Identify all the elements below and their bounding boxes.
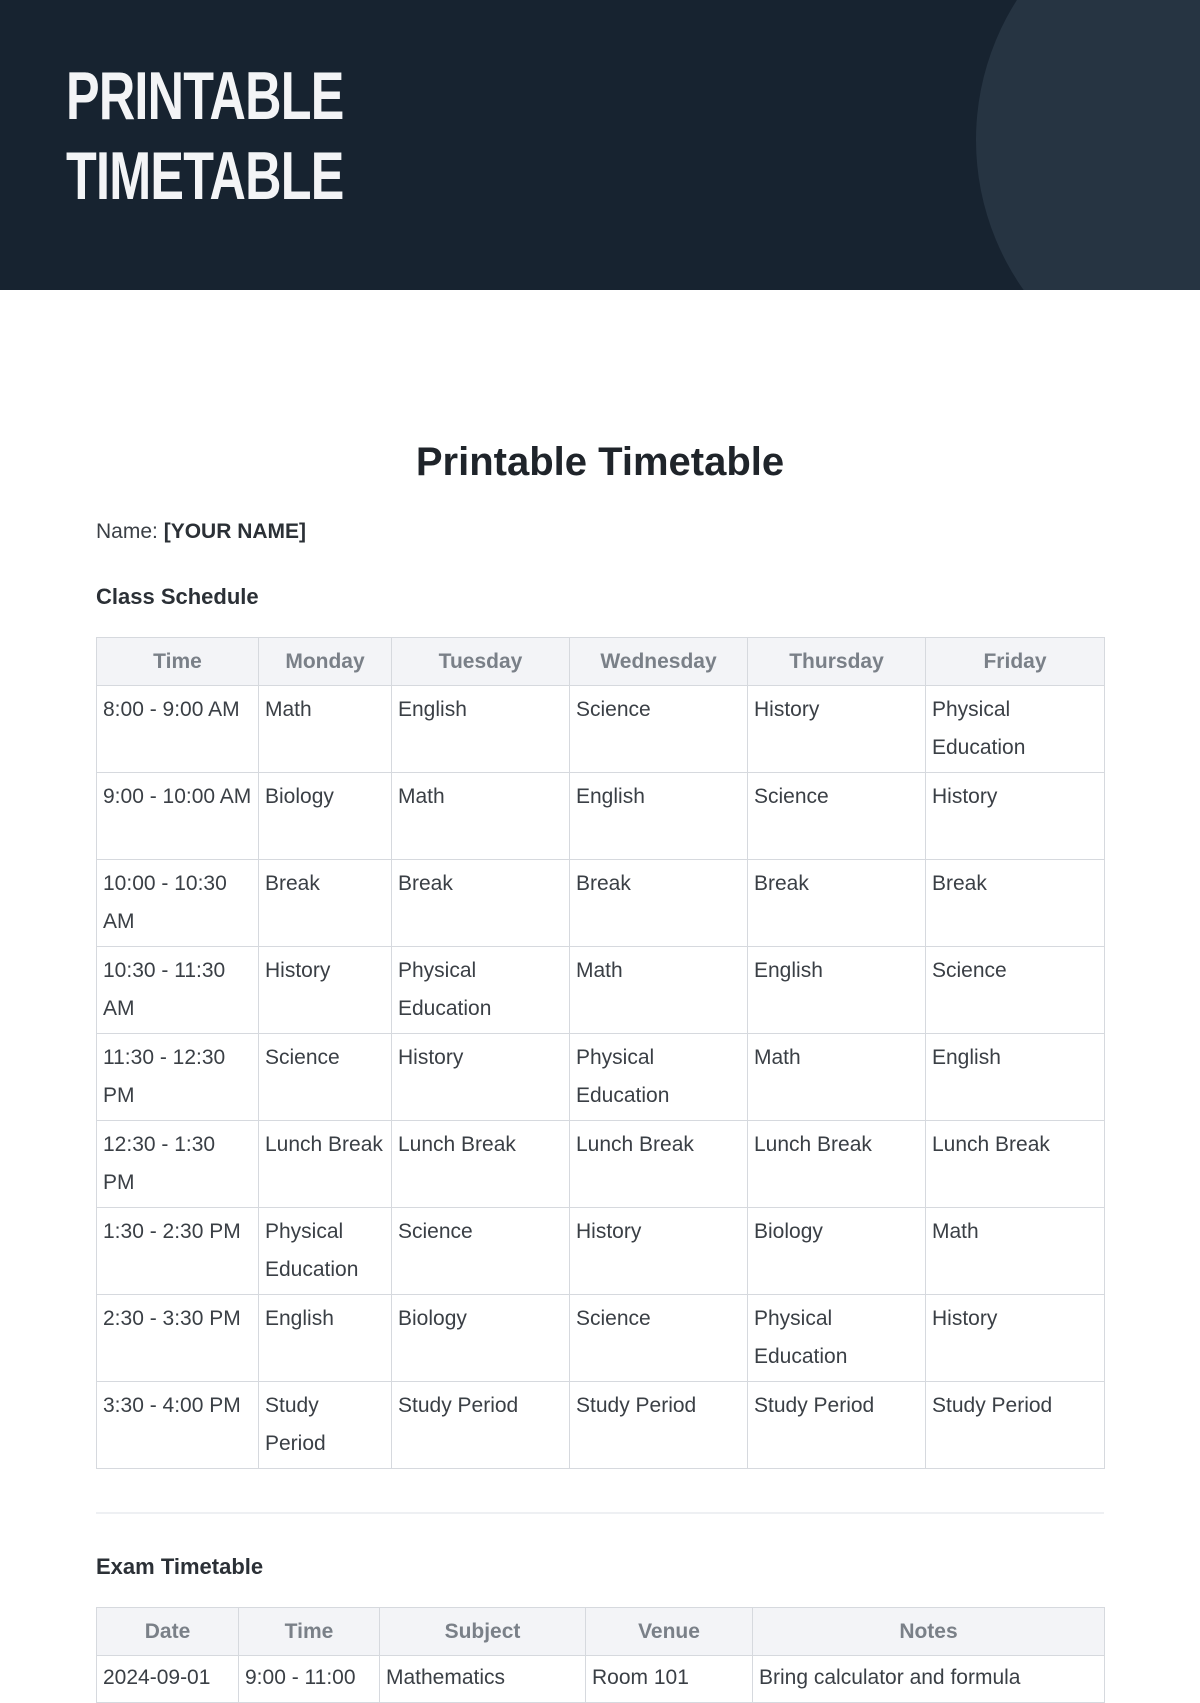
- table-row: [97, 1121, 1105, 1208]
- table-cell: English: [259, 1295, 392, 1382]
- table-cell: Physical Education: [259, 1208, 392, 1295]
- banner-title-line-2: TIMETABLE: [66, 138, 344, 214]
- table-cell: Break: [259, 860, 392, 947]
- table-cell: Mathematics: [380, 1656, 586, 1703]
- table-cell: English: [392, 686, 570, 773]
- table-cell: Biology: [748, 1208, 926, 1295]
- table-row: [97, 1382, 1105, 1469]
- table-cell: Room 101: [586, 1656, 753, 1703]
- column-header: Venue: [586, 1608, 753, 1656]
- exam-timetable-heading: Exam Timetable: [96, 1554, 264, 1579]
- column-header: Time: [239, 1608, 380, 1656]
- table-cell: Study Period: [392, 1382, 570, 1469]
- table-cell: History: [570, 1208, 748, 1295]
- column-header: Notes: [753, 1608, 1105, 1656]
- table-cell: Physical Education: [926, 686, 1105, 773]
- table-cell: 2:30 - 3:30 PM: [97, 1295, 259, 1382]
- table-cell: Study Period: [926, 1382, 1105, 1469]
- table-cell: 2024-09-01: [97, 1656, 239, 1703]
- table-cell: Science: [926, 947, 1105, 1034]
- table-cell: Break: [748, 860, 926, 947]
- table-cell: 12:30 - 1:30 PM: [97, 1121, 259, 1208]
- table-cell: Math: [392, 773, 570, 860]
- table-cell: Break: [392, 860, 570, 947]
- table-cell: Biology: [259, 773, 392, 860]
- column-header: Subject: [380, 1608, 586, 1656]
- banner-title: [66, 56, 344, 216]
- table-row: [97, 860, 1105, 947]
- table-cell: History: [926, 1295, 1105, 1382]
- column-header: Tuesday: [392, 638, 570, 686]
- column-header: Date: [97, 1608, 239, 1656]
- table-cell: Science: [392, 1208, 570, 1295]
- table-cell: Biology: [392, 1295, 570, 1382]
- table-row: [97, 1208, 1105, 1295]
- table-cell: Math: [926, 1208, 1105, 1295]
- table-cell: Physical Education: [392, 947, 570, 1034]
- banner-title-line-1: PRINTABLE: [66, 58, 344, 134]
- table-cell: 8:00 - 9:00 AM: [97, 686, 259, 773]
- table-cell: Lunch Break: [926, 1121, 1105, 1208]
- column-header: Friday: [926, 638, 1105, 686]
- table-cell: Science: [748, 773, 926, 860]
- class-schedule-header-row: [97, 638, 1105, 686]
- table-cell: 9:00 - 11:00: [239, 1656, 380, 1703]
- header-banner: [0, 0, 1200, 290]
- name-value: [YOUR NAME]: [163, 520, 307, 543]
- table-cell: Math: [570, 947, 748, 1034]
- class-schedule-heading: Class Schedule: [96, 584, 259, 609]
- table-row: [97, 1656, 1105, 1703]
- table-cell: Break: [926, 860, 1105, 947]
- section-divider: [96, 1512, 1104, 1514]
- table-cell: 9:00 - 10:00 AM: [97, 773, 259, 860]
- table-cell: Break: [570, 860, 748, 947]
- table-cell: Study Period: [748, 1382, 926, 1469]
- column-header: Thursday: [748, 638, 926, 686]
- column-header: Wednesday: [570, 638, 748, 686]
- column-header: Time: [97, 638, 259, 686]
- table-cell: Bring calculator and formula: [753, 1656, 1105, 1703]
- table-cell: 10:30 - 11:30 AM: [97, 947, 259, 1034]
- table-row: [97, 686, 1105, 773]
- table-cell: History: [926, 773, 1105, 860]
- table-cell: Lunch Break: [259, 1121, 392, 1208]
- table-row: [97, 947, 1105, 1034]
- table-cell: English: [926, 1034, 1105, 1121]
- table-cell: Physical Education: [748, 1295, 926, 1382]
- table-row: [97, 1295, 1105, 1382]
- table-row: [97, 773, 1105, 860]
- exam-timetable-header-row: [97, 1608, 1105, 1656]
- table-cell: English: [748, 947, 926, 1034]
- table-cell: Science: [570, 1295, 748, 1382]
- table-cell: Math: [748, 1034, 926, 1121]
- table-cell: History: [748, 686, 926, 773]
- table-cell: Study Period: [570, 1382, 748, 1469]
- table-cell: Science: [259, 1034, 392, 1121]
- column-header: Monday: [259, 638, 392, 686]
- document-title: Printable Timetable: [415, 440, 785, 484]
- table-cell: History: [259, 947, 392, 1034]
- banner-decorative-circle: [976, 0, 1200, 290]
- table-cell: Lunch Break: [392, 1121, 570, 1208]
- table-cell: Study Period: [259, 1382, 392, 1469]
- class-schedule-table: [96, 637, 1105, 1469]
- exam-timetable-table: [96, 1607, 1105, 1703]
- table-cell: Lunch Break: [748, 1121, 926, 1208]
- table-cell: Lunch Break: [570, 1121, 748, 1208]
- name-line: [96, 520, 306, 544]
- table-cell: Physical Education: [570, 1034, 748, 1121]
- table-cell: History: [392, 1034, 570, 1121]
- table-cell: 10:00 - 10:30 AM: [97, 860, 259, 947]
- name-label: Name:: [96, 520, 158, 543]
- table-cell: 1:30 - 2:30 PM: [97, 1208, 259, 1295]
- table-cell: 11:30 - 12:30 PM: [97, 1034, 259, 1121]
- table-cell: 3:30 - 4:00 PM: [97, 1382, 259, 1469]
- table-cell: Math: [259, 686, 392, 773]
- table-row: [97, 1034, 1105, 1121]
- table-cell: Science: [570, 686, 748, 773]
- table-cell: English: [570, 773, 748, 860]
